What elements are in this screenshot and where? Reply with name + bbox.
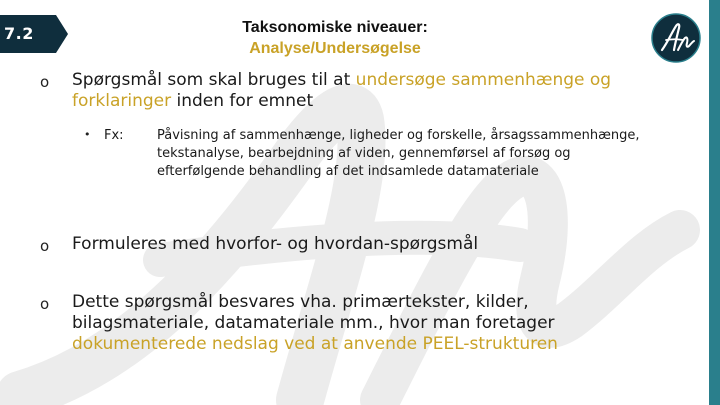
title-sub: Analyse/Undersøgelse [249, 40, 421, 57]
title-main: Taksonomiske niveauer: [242, 19, 428, 36]
bullet1-part3: inden for emnet [171, 91, 314, 111]
bullet1-highlight1: undersøge [355, 70, 446, 90]
bullet1-part1: Spørgsmål som skal bruges til at [72, 70, 356, 90]
bullet-marker-1: o [40, 73, 50, 91]
sub-label: Fx: [104, 128, 124, 143]
bullet-marker-3: o [40, 295, 50, 313]
sub-text: Påvisning af sammenhænge, ligheder og forskelle, årsagssammenhænge, tekstanalyse, bearbejdning af viden, gennemførsel af forsøg og efterfølgende behandling af det indsamlede datamateriale [157, 128, 640, 179]
bullet-text-2: Formuleres med hvorfor- og hvordan-spørgsmål [72, 234, 479, 254]
bullet3-part1: Dette spørgsmål besvares vha. primærtekster, kilder, bilagsmateriale, datamateriale mm., hvor man foretager [72, 292, 555, 333]
section-number: 7.2 [4, 24, 34, 43]
bullet-text-1 [72, 70, 612, 112]
bullet-marker-2: o [40, 237, 50, 255]
right-accent-bar [709, 0, 720, 405]
bullet-text-3 [72, 292, 627, 355]
bullet3-highlight: dokumenterede nedslag ved at anvende PEEL-strukturen [72, 334, 558, 354]
bullet1-highlight2: sammenhænge og forklaringer [72, 70, 612, 111]
sub-bullet-marker: • [84, 128, 91, 141]
